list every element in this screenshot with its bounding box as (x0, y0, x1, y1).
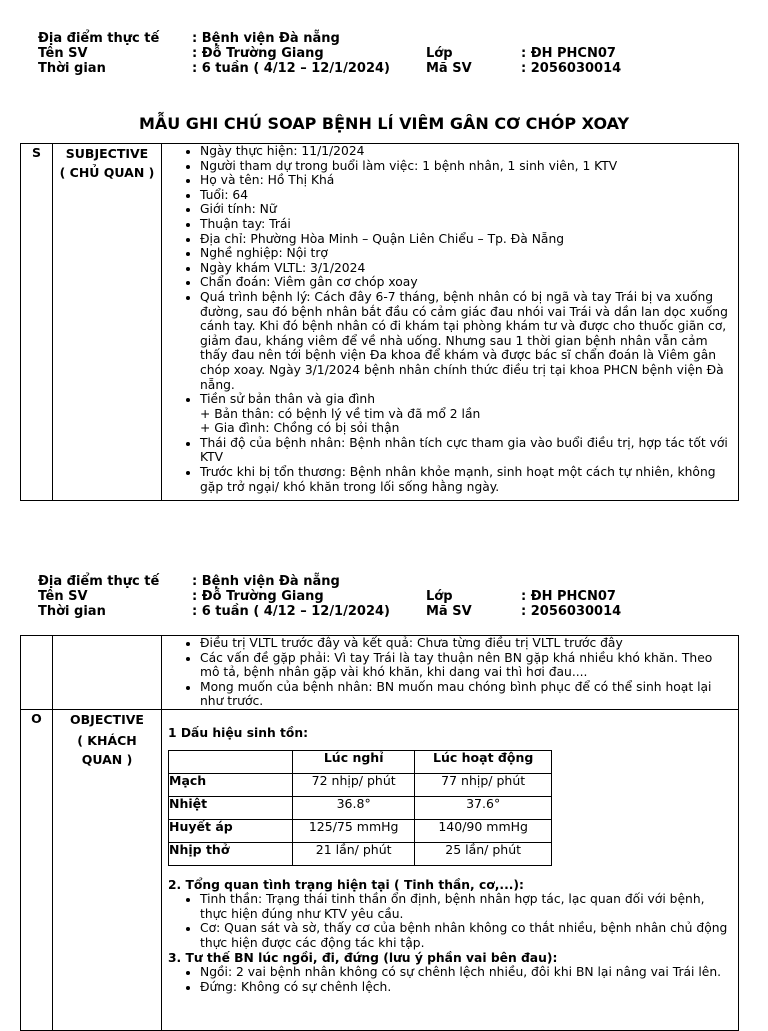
empty-code-cell (21, 636, 53, 710)
class-label: Lớp (426, 46, 453, 61)
vital-rest: 125/75 mmHg (293, 819, 415, 842)
vital-label: Huyết áp (169, 819, 293, 842)
vital-label: Nhịp thở (169, 842, 293, 865)
objective-label: OBJECTIVE (70, 712, 144, 727)
list-item: • Thuận tay: Trái (200, 217, 732, 232)
subjective-table (20, 143, 739, 501)
student-label: Tên SV (38, 589, 88, 604)
list-item: • Trước khi bị tổn thương: Bệnh nhân khỏe mạnh, sinh hoạt một cách tự nhiên, không gặp trở ngại/ khó khăn trong lối sống hằng ngày. (200, 465, 732, 494)
table-row (169, 773, 552, 796)
list-item: • Thái độ của bệnh nhân: Bệnh nhân tích cực tham gia vào buổi điều trị, hợp tác tốt với KTV (200, 436, 732, 465)
list-item: • Tuổi: 64 (200, 188, 732, 203)
list-item: • Tinh thần: Trạng thái tinh thần ổn định, bệnh nhân hợp tác, lạc quan đối với bệnh, thực hiện đúng như KTV yêu cầu. (200, 892, 732, 921)
student-value: : Đỗ Trường Giang (192, 46, 324, 61)
page-title: MẪU GHI CHÚ SOAP BỆNH LÍ VIÊM GÂN CƠ CHÓP XOAY (138, 114, 630, 133)
subjective-label: SUBJECTIVE (65, 146, 149, 161)
list-item: • Người tham dự trong buổi làm việc: 1 bệnh nhân, 1 sinh viên, 1 KTV (200, 159, 732, 174)
vital-label: Mạch (169, 773, 293, 796)
id-value: : 2056030014 (521, 604, 622, 619)
class-label: Lớp (426, 589, 453, 604)
vital-col-rest: Lúc nghỉ (293, 750, 415, 773)
vital-signs-table (168, 750, 552, 866)
objective-label-vi-2: QUAN ) (81, 752, 133, 767)
list-item: • Họ và tên: Hồ Thị Khá (200, 173, 732, 188)
header-block-2 (38, 574, 738, 619)
vital-active: 77 nhịp/ phút (415, 773, 552, 796)
vital-signs-heading: 1 Dấu hiệu sinh tồn: (168, 726, 309, 740)
history-family: + Gia đình: Chồng có bị sỏi thận (200, 421, 400, 436)
id-label: Mã SV (426, 61, 472, 76)
vital-col-active: Lúc hoạt động (415, 750, 552, 773)
subjective-content (162, 144, 739, 501)
objective-table (20, 635, 739, 1031)
time-label: Thời gian (38, 61, 106, 76)
table-row (169, 796, 552, 819)
posture-list (168, 965, 732, 994)
list-item: • Đứng: Không có sự chênh lệch. (200, 980, 732, 995)
history-self: + Bản thân: có bệnh lý về tim và đã mổ 2 lần (200, 406, 481, 421)
vital-active: 140/90 mmHg (415, 819, 552, 842)
list-item: • Ngày thực hiện: 11/1/2024 (200, 144, 732, 159)
list-item: • Điều trị VLTL trước đây và kết quả: Chưa từng điều trị VLTL trước đây (200, 636, 732, 651)
list-item-history (200, 392, 732, 436)
student-value: : Đỗ Trường Giang (192, 589, 324, 604)
time-value: : 6 tuần ( 4/12 – 12/1/2024) (192, 61, 390, 76)
location-label: Địa điểm thực tế (38, 31, 160, 46)
time-label: Thời gian (38, 604, 106, 619)
vital-active: 25 lần/ phút (415, 842, 552, 865)
overview-list (168, 892, 732, 950)
objective-content (162, 710, 739, 1031)
list-item: • Địa chỉ: Phường Hòa Minh – Quận Liên Chiểu – Tp. Đà Nẵng (200, 232, 732, 247)
id-value: : 2056030014 (521, 61, 622, 76)
vital-rest: 21 lần/ phút (293, 842, 415, 865)
list-item: • Ngày khám VLTL: 3/1/2024 (200, 261, 732, 276)
subjective-continued-list (168, 636, 732, 709)
overview-heading: 2. Tổng quan tình trạng hiện tại ( Tinh thần, cơ,...): (168, 877, 524, 892)
list-item: • Các vấn đề gặp phải: Vì tay Trái là tay thuận nên BN gặp khá nhiều khó khăn. Theo mô tả, bệnh nhân gặp vài khó khăn, khi dang vai thì hơi đau.... (200, 651, 732, 680)
section-label-subjective (53, 144, 162, 501)
objective-label-vi-1: ( KHÁCH (77, 733, 137, 748)
table-row (169, 819, 552, 842)
posture-heading: 3. Tư thế BN lúc ngồi, đi, đứng (lưu ý phần vai bên đau): (168, 950, 558, 965)
list-item: • Cơ: Quan sát và sờ, thấy cơ của bệnh nhân không co thắt nhiều, bệnh nhân chủ động thực hiện được các động tác khi tập. (200, 921, 732, 950)
list-item: • Mong muốn của bệnh nhân: BN muốn mau chóng bình phục để có thể sinh hoạt lại như trước. (200, 680, 732, 709)
class-value: : ĐH PHCN07 (521, 589, 616, 604)
subjective-list (168, 144, 732, 494)
time-value: : 6 tuần ( 4/12 – 12/1/2024) (192, 604, 390, 619)
list-item: • Nghề nghiệp: Nội trợ (200, 246, 732, 261)
list-item: • Quá trình bệnh lý: Cách đây 6-7 tháng, bệnh nhân có bị ngã và tay Trái bị va xuống đường, sau đó bệnh nhân bắt đầu có cảm giác đau nhói vai Trái và dần lan dọc xuống cánh tay. Khi đó bệnh nhân có đi khám tại phòng khám tư và được cho thuốc giãn cơ, giảm đau, kháng viêm để về nhà uống. Nhưng sau 1 thời gian bệnh nhân vẫn cảm thấy đau nên tới bệnh viện Đa khoa để khám và được bác sĩ chẩn đoán là Viêm gân chóp xoay. Ngày 3/1/2024 bệnh nhân chính thức điều trị tại khoa PHCN bệnh viện Đà nẵng. (200, 290, 732, 392)
empty-label-cell (53, 636, 162, 710)
vital-header-blank (169, 750, 293, 773)
list-item: • Chẩn đoán: Viêm gân cơ chóp xoay (200, 275, 732, 290)
section-code-o: O (21, 710, 53, 1031)
section-label-objective (53, 710, 162, 1031)
student-label: Tên SV (38, 46, 88, 61)
vital-rest: 36.8° (293, 796, 415, 819)
vital-active: 37.6° (415, 796, 552, 819)
list-item: • Ngồi: 2 vai bệnh nhân không có sự chênh lệch nhiều, đôi khi BN lại nâng vai Trái lên. (200, 965, 732, 980)
subjective-continued (162, 636, 739, 710)
subjective-label-vi: ( CHỦ QUAN ) (59, 165, 155, 180)
location-label: Địa điểm thực tế (38, 574, 160, 589)
table-row (169, 842, 552, 865)
location-value: : Bệnh viện Đà nẵng (192, 31, 340, 46)
history-title: • Tiền sử bản thân và gia đình (200, 392, 376, 407)
vital-label: Nhiệt (169, 796, 293, 819)
id-label: Mã SV (426, 604, 472, 619)
vital-rest: 72 nhịp/ phút (293, 773, 415, 796)
location-value: : Bệnh viện Đà nẵng (192, 574, 340, 589)
header-block-1 (38, 31, 738, 76)
class-value: : ĐH PHCN07 (521, 46, 616, 61)
section-code-s: S (21, 144, 53, 501)
list-item: • Giới tính: Nữ (200, 202, 732, 217)
